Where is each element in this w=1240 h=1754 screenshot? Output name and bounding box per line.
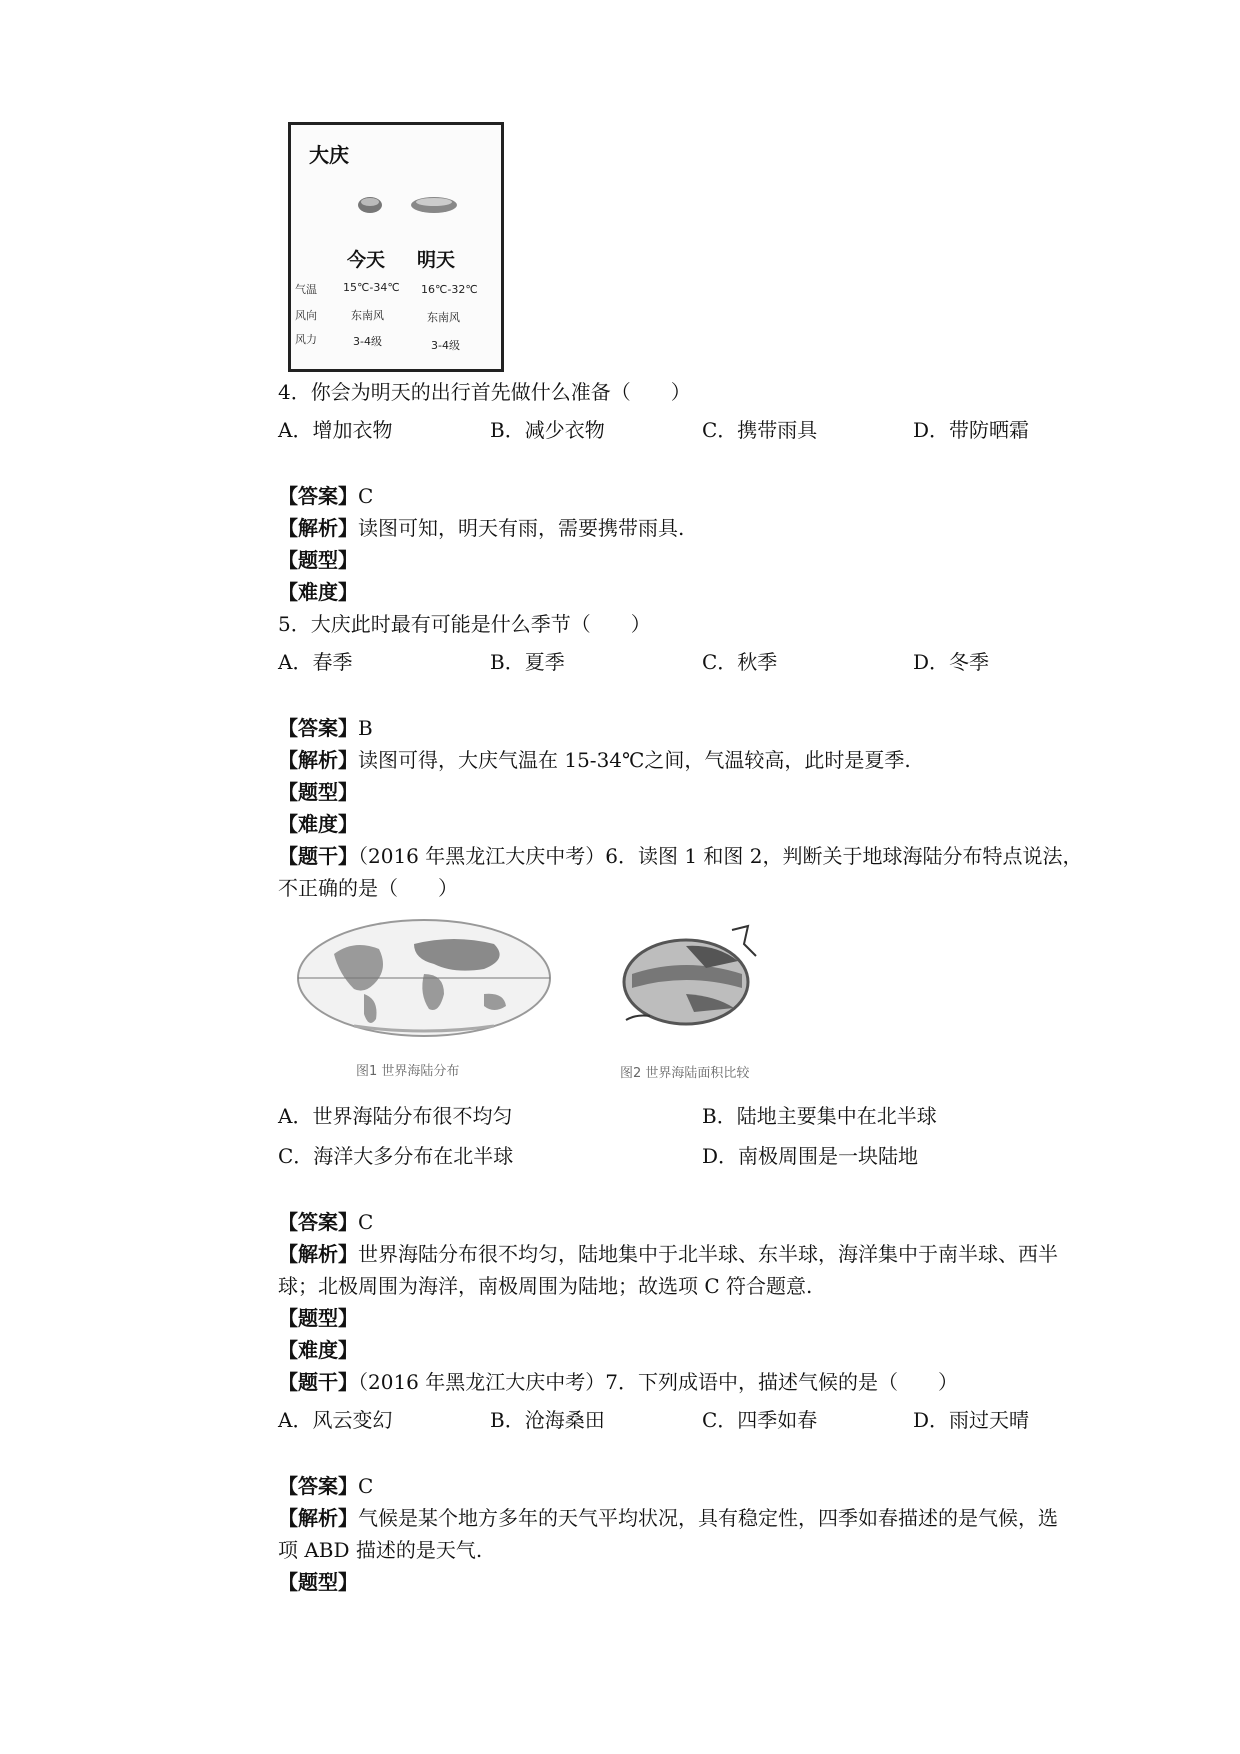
q6-difficulty: 【难度】 (278, 1338, 358, 1362)
q4-answer (278, 482, 373, 510)
q5-option-c: C．秋季 (702, 650, 778, 674)
weather-forecast-image (288, 122, 504, 372)
analysis-label: 【解析】 (278, 748, 358, 772)
wind-force-tomorrow: 3-4级 (431, 339, 460, 352)
temperature-row-label: 气温 (295, 283, 317, 296)
analysis-text: 读图可知，明天有雨，需要携带雨具. (358, 516, 685, 540)
q6-analysis-cont: 球；北极周围为海洋，南极周围为陆地；故选项 C 符合题意. (278, 1274, 813, 1298)
q7-analysis-cont: 项 ABD 描述的是天气. (278, 1538, 483, 1562)
q6-answer (278, 1208, 373, 1236)
q7-option-a: A．风云变幻 (278, 1408, 393, 1432)
q5-option-b: B．夏季 (490, 650, 565, 674)
q4-analysis (278, 514, 684, 542)
q6-option-b: B．陆地主要集中在北半球 (702, 1104, 937, 1128)
wind-force-row-label: 风力 (295, 333, 317, 346)
stem-text: （2016 年黑龙江大庆中考）6．读图 1 和图 2，判断关于地球海陆分布特点说法， (358, 844, 1083, 868)
analysis-label: 【解析】 (278, 1242, 358, 1266)
q7-stem (278, 1368, 958, 1396)
rain-cloud-icon (409, 193, 459, 215)
answer-value: C (358, 484, 374, 508)
answer-label: 【答案】 (278, 1474, 358, 1498)
answer-value: C (358, 1210, 374, 1234)
wind-direction-tomorrow: 东南风 (427, 311, 460, 324)
answer-value: B (358, 716, 373, 740)
q4-option-c: C．携带雨具 (702, 418, 818, 442)
q5-option-d: D．冬季 (913, 650, 990, 674)
analysis-label: 【解析】 (278, 516, 358, 540)
temperature-tomorrow: 16℃-32℃ (421, 283, 478, 296)
q6-option-a: A．世界海陆分布很不均匀 (278, 1104, 513, 1128)
q5-answer (278, 714, 373, 742)
weather-tomorrow-label: 明天 (417, 249, 456, 271)
world-land-sea-map (294, 914, 556, 1044)
q6-type: 【题型】 (278, 1306, 358, 1330)
q5-option-a: A．春季 (278, 650, 353, 674)
answer-label: 【答案】 (278, 716, 358, 740)
weather-city: 大庆 (309, 143, 349, 167)
q7-option-d: D．雨过天晴 (913, 1408, 1030, 1432)
analysis-label: 【解析】 (278, 1506, 358, 1530)
q7-answer (278, 1472, 373, 1500)
temperature-today: 15℃-34℃ (343, 281, 400, 294)
q4-option-b: B．减少衣物 (490, 418, 605, 442)
answer-label: 【答案】 (278, 484, 358, 508)
analysis-text: 世界海陆分布很不均匀，陆地集中于北半球、东半球，海洋集中于南半球、西半 (358, 1242, 1058, 1266)
q4-option-d: D．带防晒霜 (913, 418, 1030, 442)
wind-direction-row-label: 风向 (295, 309, 317, 322)
q6-stem-cont: 不正确的是（ ） (278, 876, 458, 900)
sun-icon (355, 193, 385, 215)
q6-option-c: C．海洋大多分布在北半球 (278, 1144, 514, 1168)
answer-value: C (358, 1474, 374, 1498)
q4-type: 【题型】 (278, 548, 358, 572)
stem-text: （2016 年黑龙江大庆中考）7．下列成语中，描述气候的是（ ） (358, 1370, 958, 1394)
q7-option-b: B．沧海桑田 (490, 1408, 605, 1432)
q5-type: 【题型】 (278, 780, 358, 804)
q4-stem: 4．你会为明天的出行首先做什么准备（ ） (278, 380, 691, 404)
q6-analysis (278, 1240, 1058, 1268)
q5-analysis (278, 746, 911, 774)
q7-option-c: C．四季如春 (702, 1408, 818, 1432)
q5-difficulty: 【难度】 (278, 812, 358, 836)
q5-stem: 5．大庆此时最有可能是什么季节（ ） (278, 612, 651, 636)
q7-type: 【题型】 (278, 1570, 358, 1594)
land-sea-area-comparison-figure (616, 916, 766, 1040)
q4-option-a: A．增加衣物 (278, 418, 393, 442)
wind-force-today: 3-4级 (353, 335, 382, 348)
q6-option-d: D．南极周围是一块陆地 (702, 1144, 919, 1168)
weather-today-label: 今天 (347, 249, 386, 271)
q6-stem (278, 842, 1083, 870)
wind-direction-today: 东南风 (351, 309, 384, 322)
q7-analysis (278, 1504, 1058, 1532)
analysis-text: 气候是某个地方多年的天气平均状况，具有稳定性，四季如春描述的是气候，选 (358, 1506, 1058, 1530)
stem-label: 【题干】 (278, 844, 358, 868)
answer-label: 【答案】 (278, 1210, 358, 1234)
fig2-caption: 图2 世界海陆面积比较 (620, 1066, 750, 1081)
q4-difficulty: 【难度】 (278, 580, 358, 604)
analysis-text: 读图可得，大庆气温在 15-34℃之间，气温较高，此时是夏季. (358, 748, 911, 772)
fig1-caption: 图1 世界海陆分布 (356, 1064, 460, 1079)
stem-label: 【题干】 (278, 1370, 358, 1394)
